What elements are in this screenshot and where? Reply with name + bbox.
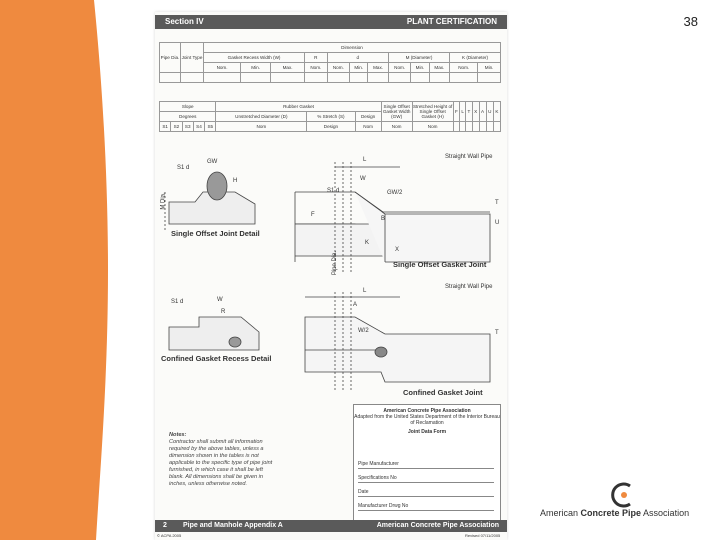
single-offset-detail-title: Single Offset Joint Detail [171, 229, 260, 238]
label-gw2: GW/2 [387, 190, 403, 196]
label-t: T [495, 200, 499, 206]
notes-body: Contractor shall submit all information required by the above tables, unless a dimension shown in the tables is not applicable to the specific type of pipe joint furnished, in which case it shall be left blank. All dimensions shall be given in inches, unless otherwise noted. [169, 439, 273, 487]
form-title: Joint Data Form [407, 429, 447, 435]
notes-heading: Notes: [169, 432, 187, 438]
sub-nom: Nom [381, 122, 412, 132]
label-straight-wall: Straight Wall Pipe [445, 154, 493, 160]
label-u: U [495, 220, 500, 226]
sub-max: Max. [271, 63, 305, 73]
slide-number: 38 [683, 14, 698, 29]
joint-data-form [353, 404, 501, 522]
sub-nom: Nom. [327, 63, 350, 73]
sub-max: Max. [368, 63, 389, 73]
form-row-spec [358, 475, 494, 483]
label-r: R [221, 309, 226, 315]
label-w: W [360, 176, 366, 182]
form-label-spec: Specifications No [358, 475, 397, 481]
confined-recess-shape [169, 317, 259, 350]
col-d: d [327, 53, 388, 63]
col-gasket-recess: Gasket Recess Width (W) [204, 53, 305, 63]
notes-block [169, 432, 279, 488]
label-t-confined: T [495, 330, 499, 336]
sub-design: Design [307, 122, 355, 132]
form-label-drwg: Manufacturer Drwg No [358, 503, 409, 509]
sub-nom: Nom [216, 122, 307, 132]
form-row-date [358, 489, 494, 497]
col-single-offset: Single Offset Gasket Width (GW) [381, 102, 412, 122]
form-adapted: Adapted from the United States Department of the Interior Bureau of Reclamation [354, 414, 500, 426]
orange-side-panel [0, 0, 108, 540]
sub-nom: Nom. [204, 63, 241, 73]
form-association: American Concrete Pipe Association [383, 408, 471, 414]
col-slope: Slope [160, 102, 216, 112]
sub-min: Min. [350, 63, 368, 73]
section-title: Section IV [165, 17, 204, 26]
slope-gasket-table [159, 101, 501, 132]
confined-recess-title: Confined Gasket Recess Detail [161, 354, 272, 363]
form-row-drwg [358, 503, 494, 511]
label-m-dia: M Dia. [160, 192, 167, 210]
certification-title: PLANT CERTIFICATION [406, 17, 497, 26]
footer-copyright: © ACPA 2005 [157, 533, 182, 538]
sub-s4: S4 [193, 122, 204, 132]
col-r: R [305, 53, 328, 63]
label-w-confined: W [217, 297, 223, 303]
logo-text [540, 508, 689, 518]
col-stretch: % Stretch (S) [307, 112, 355, 122]
label-l-confined: L [363, 288, 367, 294]
col-pipe-dia: Pipe Dia. [160, 43, 181, 73]
label-b: B [381, 216, 386, 222]
footer-association: American Concrete Pipe Association [376, 522, 499, 529]
gasket-shape [207, 172, 227, 200]
sub-max: Max. [429, 63, 450, 73]
sub-nom: Nom [412, 122, 453, 132]
label-gw: GW [207, 159, 218, 165]
form-label-manufacturer: Pipe Manufacturer [358, 461, 399, 467]
label-h: H [233, 178, 238, 184]
document-page [155, 12, 507, 540]
sub-nom: Nom. [305, 63, 328, 73]
logo-suffix: Association [641, 508, 690, 518]
logo-bold: Concrete Pipe [580, 508, 642, 518]
col-t: T [466, 102, 472, 122]
logo-prefix: American [540, 508, 581, 518]
sub-nom: Nom. [388, 63, 411, 73]
sub-min: Min. [241, 63, 271, 73]
footer-bar [155, 520, 507, 532]
footer-page: 2 [163, 522, 167, 529]
single-offset-joint-title: Single Offset Gasket Joint [393, 260, 487, 269]
sub-nom: Nom [355, 122, 381, 132]
label-a: A [353, 302, 358, 308]
sub-nom: Nom. [450, 63, 478, 73]
col-u: U [486, 102, 493, 122]
col-x: X [472, 102, 479, 122]
sub-s3: S3 [182, 122, 193, 132]
sub-s2: S2 [171, 122, 182, 132]
col-a: A [479, 102, 486, 122]
label-l: L [363, 157, 367, 163]
label-k: K [365, 240, 370, 246]
label-straight-wall-2: Straight Wall Pipe [445, 284, 493, 290]
sub-s1: S1 [160, 122, 171, 132]
col-stretched-height: Stretched Height of Single Offset Gasket (H) [412, 102, 453, 122]
footer-code: Revised 07/11/2005 [465, 533, 501, 538]
logo-mark-icon [608, 482, 636, 508]
label-s1d-joint: S1 d [327, 188, 340, 194]
sub-min: Min. [478, 63, 501, 73]
footer-appendix: Pipe and Manhole Appendix A [183, 522, 283, 529]
form-row-manufacturer [358, 461, 494, 469]
label-s1d-confined: S1 d [171, 299, 184, 305]
section-header-bar [155, 15, 507, 29]
label-pipe-dia: Pipe Dia. [332, 250, 339, 276]
col-unstretched: Unstretched Diameter (D) [216, 112, 307, 122]
label-f: F [311, 212, 315, 218]
col-k: K [493, 102, 500, 122]
col-joint-type: Joint Type [181, 43, 204, 73]
dimension-table [159, 42, 501, 83]
acpa-logo [540, 480, 710, 530]
form-label-date: Date [358, 489, 369, 495]
col-degrees: Degrees [160, 112, 216, 122]
col-f: F [453, 102, 459, 122]
col-l: L [460, 102, 466, 122]
orange-wave-shape [0, 0, 108, 540]
col-k-diameter: K (Diameter) [450, 53, 501, 63]
label-x: X [395, 247, 400, 253]
sub-s5: S5 [205, 122, 216, 132]
sub-min: Min. [411, 63, 429, 73]
col-dimensions: Dimension [204, 43, 501, 53]
col-m-diameter: M (Diameter) [388, 53, 449, 63]
label-w2: W/2 [358, 328, 369, 334]
col-design: Design [355, 112, 381, 122]
confined-joint-title: Confined Gasket Joint [403, 388, 483, 397]
label-s1d: S1 d [177, 165, 190, 171]
col-rubber-gasket: Rubber Gasket [216, 102, 381, 112]
